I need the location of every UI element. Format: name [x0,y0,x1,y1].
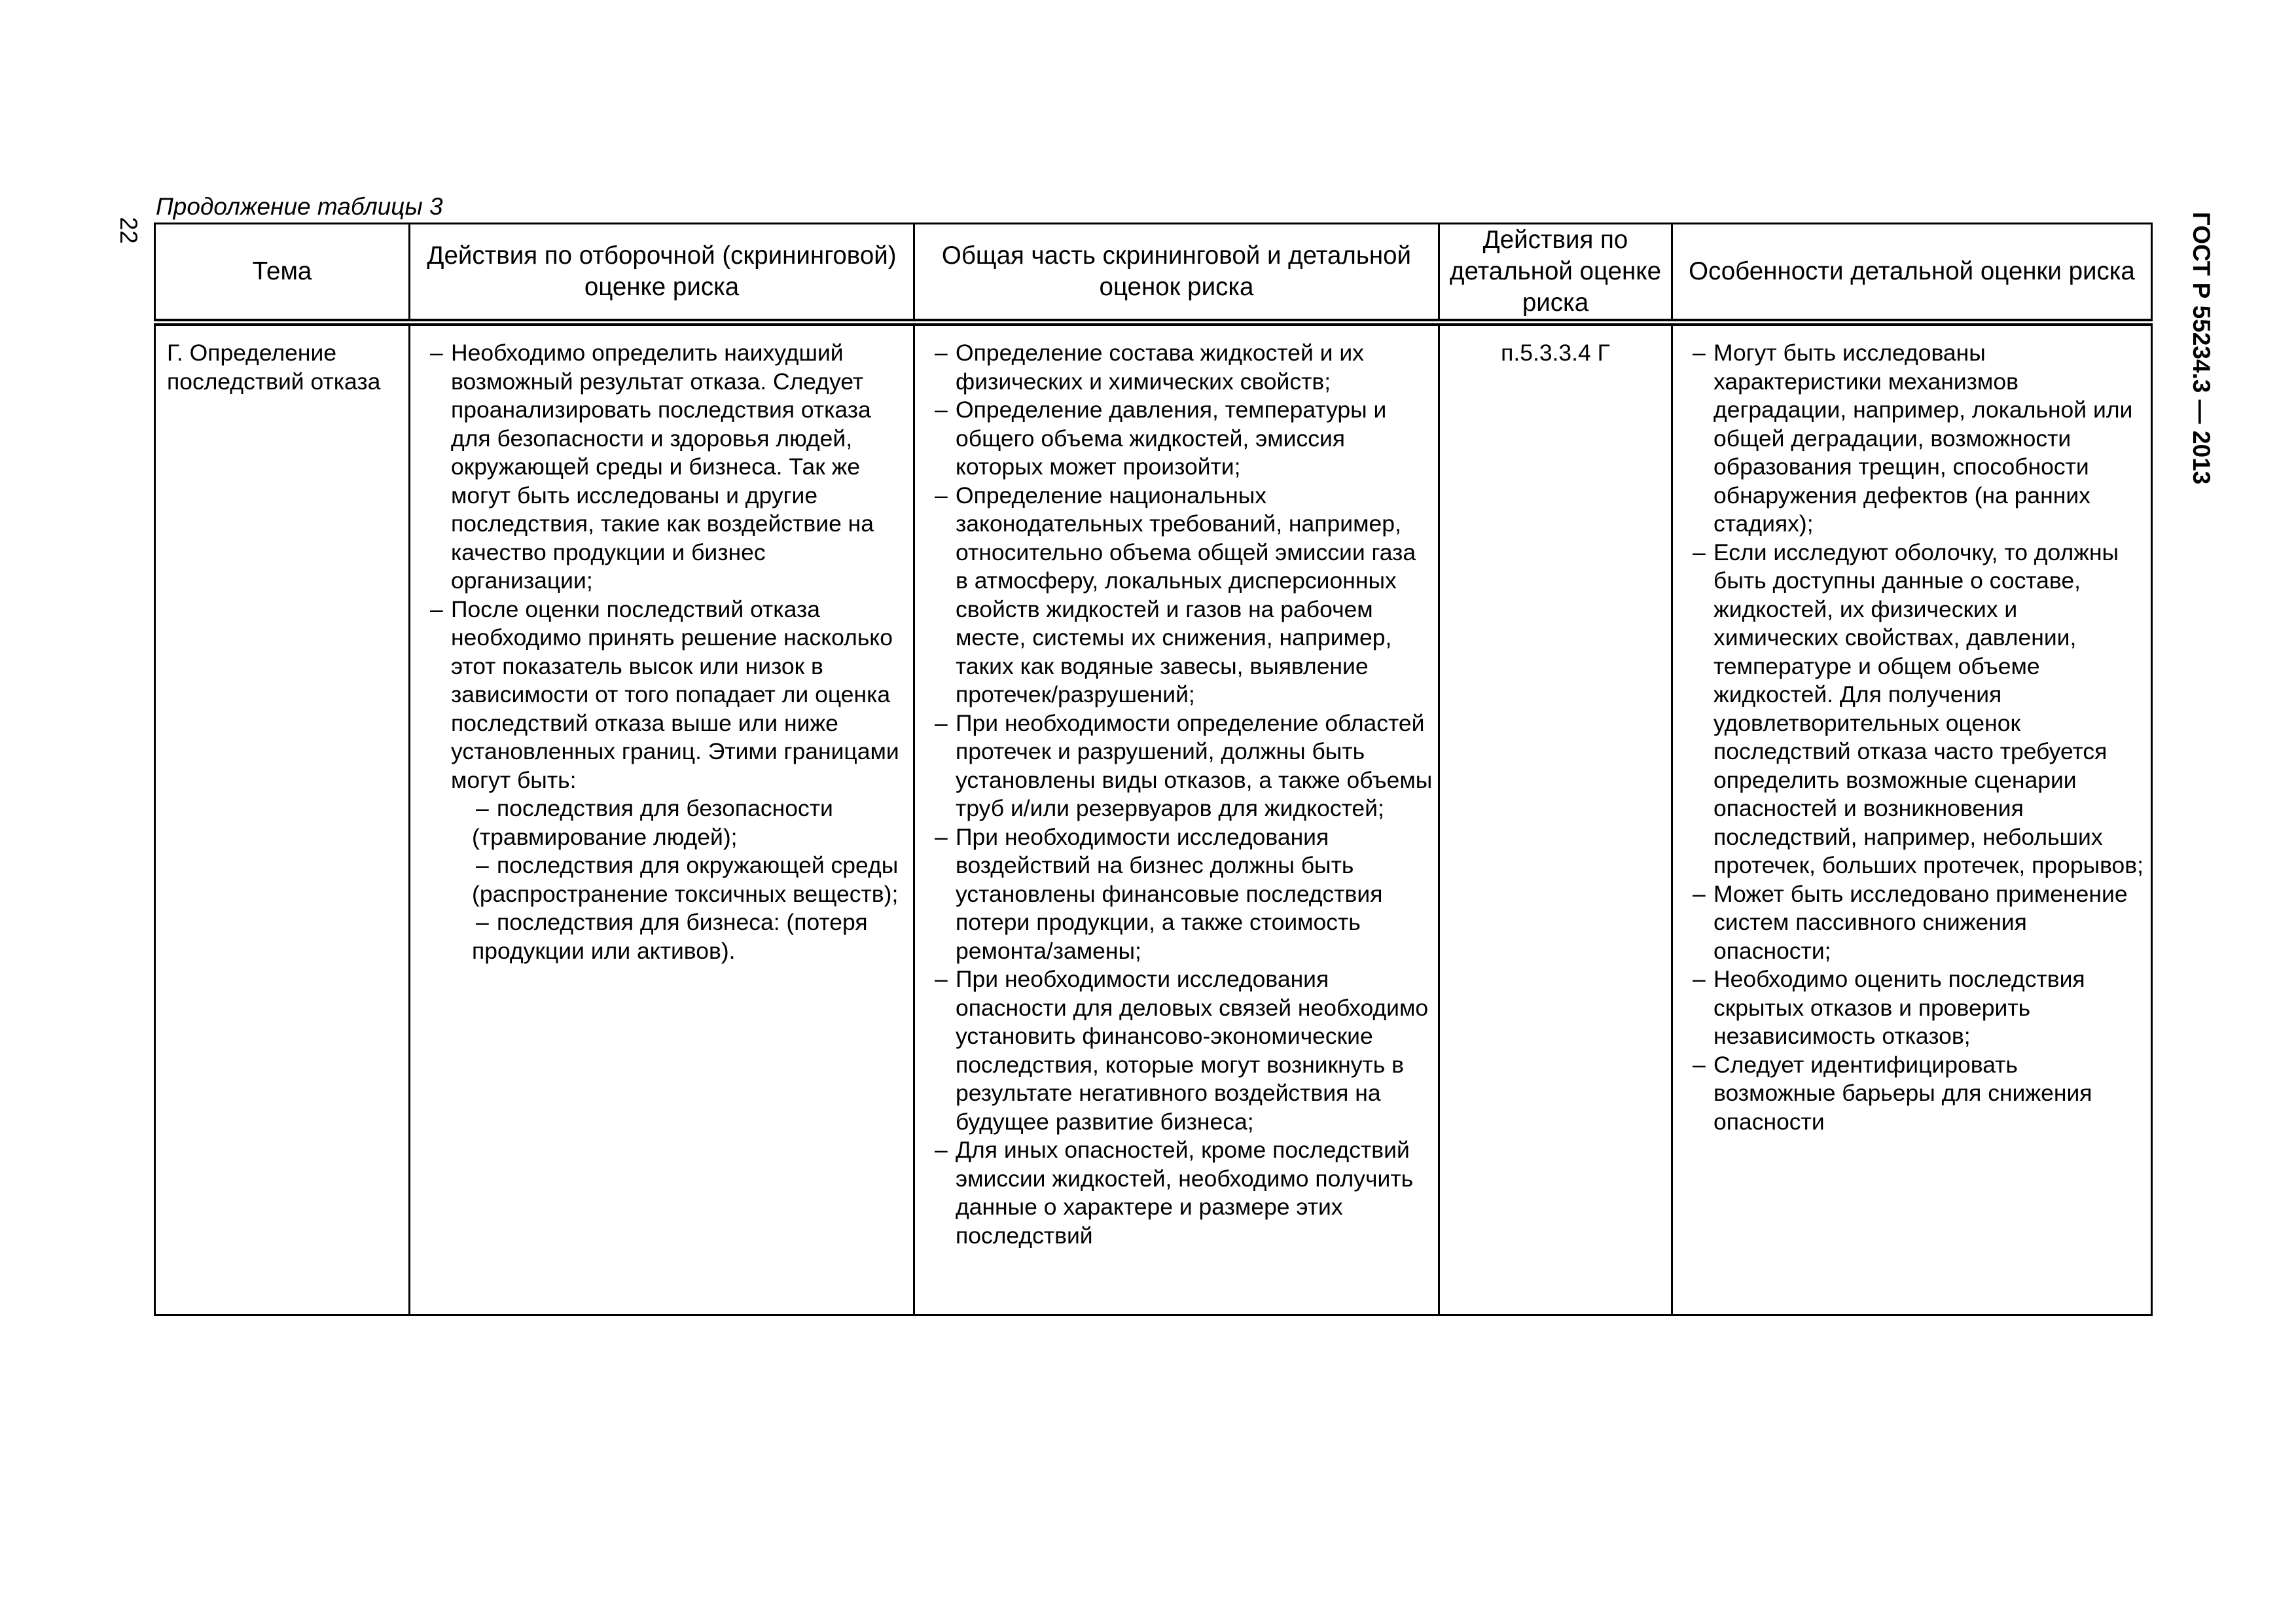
header-detailed-features: Особенности детальной оценки риска [1672,224,2152,323]
list-item: – При необходимости исследования воздействий на бизнес должны быть установлены финансовые последствия потери продукции, а также стоимость ремонта/замены; [935,823,1433,966]
cell-topic [155,323,410,1315]
list-item: – Для иных опасностей, кроме последствий эмиссии жидкостей, необходимо получить данные о характере и размере этих последствий [935,1136,1433,1250]
sublist-item: – последствия для безопасности (травмирование людей); [451,794,908,851]
header-screening-actions: Действия по отборочной (скрининговой) оценке риска [410,224,914,323]
list-item-text: После оценки последствий отказа необходимо принять решение насколько этот показатель высок или низок в зависимости от того попадает ли оценка последствий отказа выше или ниже установленных границ. Этими границами могут быть: [451,596,899,793]
consequence-sublist [451,794,908,965]
standard-designation: ГОСТ Р 55234.3 — 2013 [2188,211,2215,485]
list-item: – Необходимо оценить последствия скрытых отказов и проверить независимость отказов; [1693,965,2145,1051]
cell-screening-actions [410,323,914,1315]
list-item: – Могут быть исследованы характеристики механизмов деградации, например, локальной или общей деградации, возможности образования трещин, способности обнаружения дефектов (на ранних стадиях); [1693,339,2145,539]
list-item: – При необходимости исследования опасности для деловых связей необходимо установить финансово-экономические последствия, которые могут возникнуть в результате негативного воздействия на будущее развитие бизнеса; [935,965,1433,1136]
cell-detailed-actions [1439,323,1672,1315]
table-header-row [155,224,2152,323]
screening-list [430,339,908,965]
list-item [430,596,908,966]
list-item: – При необходимости определение областей протечек и разрушений, должны быть установлены виды отказов, а также объемы труб и/или резервуаров для жидкостей; [935,709,1433,823]
cell-common-part [914,323,1439,1315]
sublist-item: – последствия для бизнеса: (потеря продукции или активов). [451,908,908,965]
list-item: – Определение состава жидкостей и их физических и химических свойств; [935,339,1433,396]
table-row [155,323,2152,1315]
list-item: – Следует идентифицировать возможные барьеры для снижения опасности [1693,1051,2145,1137]
header-detailed-actions: Действия по детальной оценке риска [1439,224,1672,323]
cell-detailed-features [1672,323,2152,1315]
header-common-part: Общая часть скрининговой и детальной оценок риска [914,224,1439,323]
detailed-features-list [1693,339,2145,1136]
list-item: – Если исследуют оболочку, то должны быть доступны данные о составе, жидкостей, их физических и химических свойствах, давлении, температуре и общем объеме жидкостей. Для получения удовлетворительных оценок последствий отказа часто требуется определить возможные сценарии опасностей и возникновения последствий, например, небольших протечек, больших протечек, прорывов; [1693,539,2145,880]
table-caption: Продолжение таблицы 3 [156,193,443,220]
topic-text: Г. Определение последствий отказа [167,340,381,395]
sublist-item: – последствия для окружающей среды (распространение токсичных веществ); [451,851,908,908]
list-item: – Может быть исследовано применение систем пассивного снижения опасности; [1693,880,2145,966]
common-list [935,339,1433,1250]
clause-reference: п.5.3.3.4 Г [1501,340,1610,366]
page-number: 22 [115,217,142,244]
header-topic: Тема [155,224,410,323]
list-item: – Необходимо определить наихудший возможный результат отказа. Следует проанализировать последствия отказа для безопасности и здоровья людей, окружающей среды и бизнеса. Так же могут быть исследованы и другие последствия, такие как воздействие на качество продукции и бизнес организации; [430,339,908,596]
list-item: – Определение национальных законодательных требований, например, относительно объема общей эмиссии газа в атмосферу, локальных дисперсионных свойств жидкостей и газов на рабочем месте, системы их снижения, например, таких как водяные завесы, выявление протечек/разрушений; [935,482,1433,709]
list-item: – Определение давления, температуры и общего объема жидкостей, эмиссия которых может произойти; [935,396,1433,482]
risk-assessment-table [154,223,2153,1316]
